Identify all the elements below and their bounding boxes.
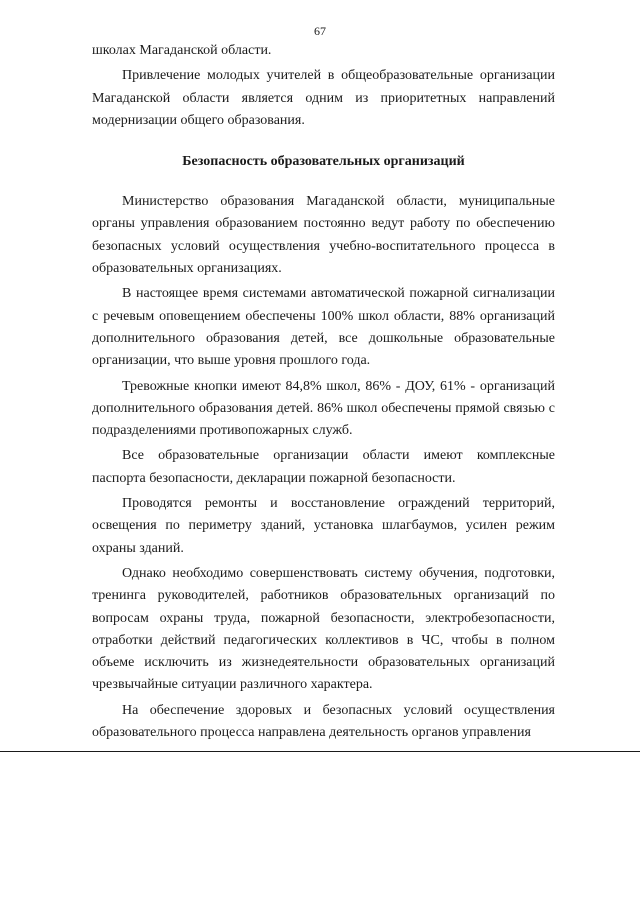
paragraph-panic-buttons: Тревожные кнопки имеют 84,8% школ, 86% - ДОУ, 61% - организаций дополнительного образования детей. 86% школ обеспечены прямой связью с подразделениями противопожарных служб. — [92, 378, 555, 439]
paragraph-ministry: Министерство образования Магаданской области, муниципальные органы управления образованием постоянно ведут работу по обеспечению безопасных условий осуществления учебно-воспитательного процесса в образовательных организациях. — [92, 194, 555, 277]
paragraph-continuation: школах Магаданской области. — [92, 43, 272, 58]
paragraph-healthy-conditions: На обеспечение здоровых и безопасных условий осуществления образовательного процесса направлена деятельность органов управления — [92, 702, 555, 741]
paragraph-repairs: Проводятся ремонты и восстановление ограждений территорий, освещения по периметру зданий, установка шлагбаумов, усилен режим охраны зданий. — [92, 496, 555, 556]
paragraph-safety-passports: Все образовательные организации области имеют комплексные паспорта безопасности, декларации пожарной безопасности. — [92, 448, 555, 486]
page-number: 67 — [314, 24, 326, 38]
document-body — [92, 40, 555, 744]
footnote-divider — [0, 751, 640, 752]
section-heading: Безопасность образовательных организаций — [182, 154, 465, 170]
paragraph-young-teachers: Привлечение молодых учителей в общеобразовательные организации Магаданской области является одним из приоритетных направлений модернизации общего образования. — [92, 68, 555, 128]
paragraph-fire-alarm: В настоящее время системами автоматической пожарной сигнализации с речевым оповещением обеспечены 100% школ области, 88% организаций дополнительного образования детей, все дошкольные образовательные организации, что выше уровня прошлого года. — [92, 286, 555, 369]
paragraph-training: Однако необходимо совершенствовать систему обучения, подготовки, тренинга руководителей, работников образовательных организаций по вопросам охраны труда, пожарной безопасности, электробезопасности, отработки действий педагогических коллективов в ЧС, чтобы в полном объеме исключить из жизнедеятельности образовательных организаций чрезвычайные ситуации различного характера. — [92, 565, 555, 693]
